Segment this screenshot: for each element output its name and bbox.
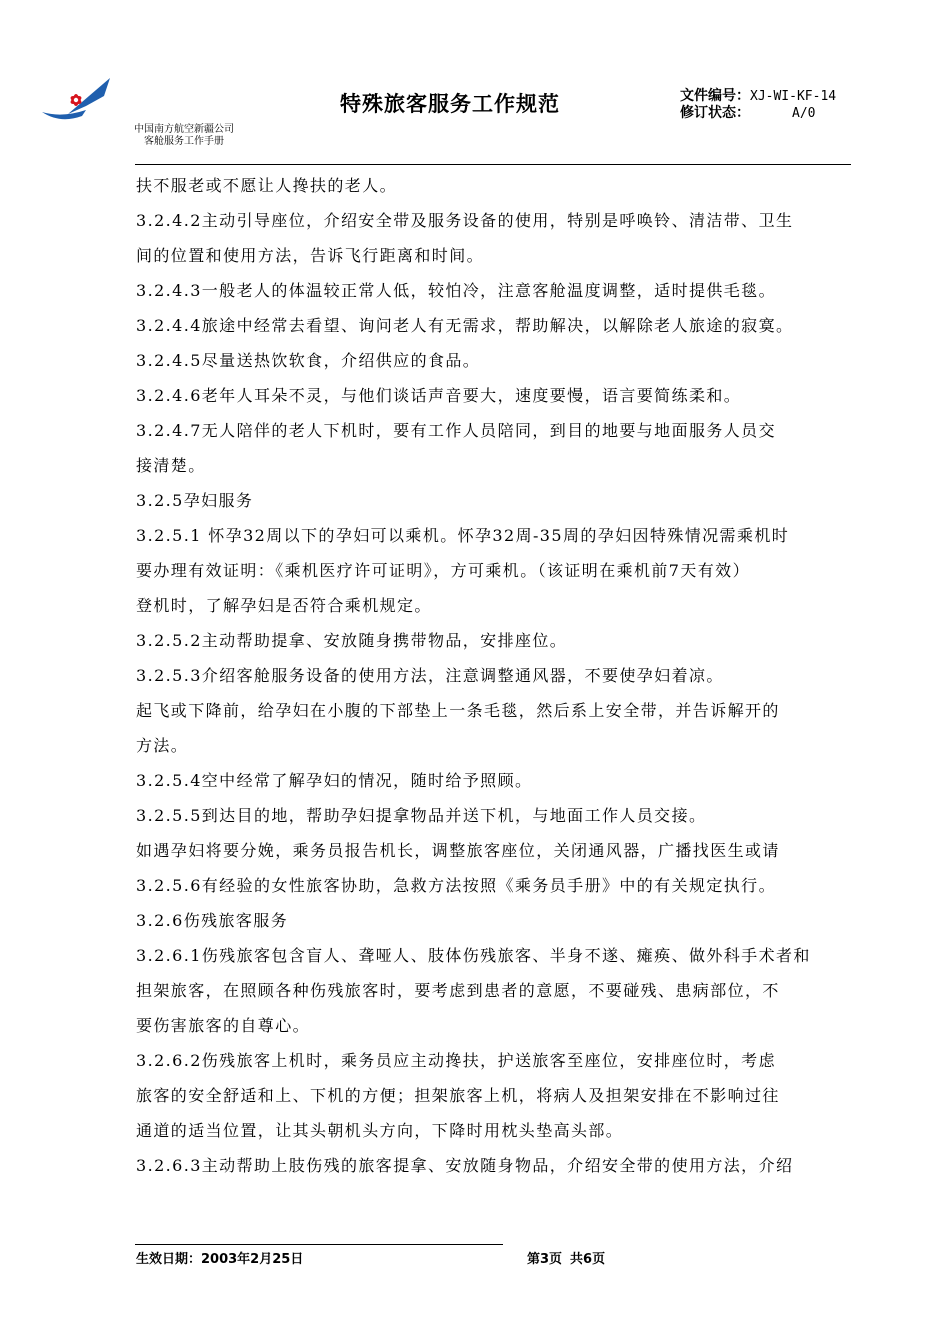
body-line: 3.2.5.5到达目的地，帮助孕妇提拿物品并送下机，与地面工作人员交接。 xyxy=(136,806,707,825)
revision-value: A/0 xyxy=(792,106,816,121)
doc-number-row xyxy=(680,88,836,105)
company-line-2: 客舱服务工作手册 xyxy=(144,136,224,147)
body-line: 要伤害旅客的自尊心。 xyxy=(136,1016,311,1035)
body-line: 通道的适当位置，让其头朝机头方向，下降时用枕头垫高头部。 xyxy=(136,1121,624,1140)
revision-label: 修订状态： xyxy=(680,105,750,121)
header-divider xyxy=(135,164,851,165)
body-line: 担架旅客，在照顾各种伤残旅客时，要考虑到患者的意愿，不要碰残、患病部位，不 xyxy=(136,981,780,1000)
body-line: 扶不服老或不愿让人搀扶的老人。 xyxy=(136,176,398,195)
section-heading: 3.2.6伤残旅客服务 xyxy=(136,911,289,930)
document-title: 特殊旅客服务工作规范 xyxy=(340,92,560,116)
body-line: 如遇孕妇将要分娩，乘务员报告机长，调整旅客座位，关闭通风器，广播找医生或请 xyxy=(136,841,780,860)
doc-number-value: XJ-WI-KF-14 xyxy=(750,89,837,104)
page-number xyxy=(527,1248,605,1267)
body-line: 间的位置和使用方法，告诉飞行距离和时间。 xyxy=(136,246,485,265)
body-line: 旅客的安全舒适和上、下机的方便；担架旅客上机，将病人及担架安排在不影响过往 xyxy=(136,1086,780,1105)
china-southern-kapok-logo-icon xyxy=(40,74,112,124)
company-name xyxy=(134,124,234,148)
document-body xyxy=(136,168,852,1183)
document-meta xyxy=(680,88,836,122)
effective-date: 生效日期：2003年2月25日 xyxy=(136,1252,304,1267)
doc-number-label: 文件编号： xyxy=(680,88,750,104)
footer-divider xyxy=(135,1244,503,1245)
body-line: 3.2.4.5尽量送热饮软食，介绍供应的食品。 xyxy=(136,351,481,370)
body-line: 3.2.4.7无人陪伴的老人下机时，要有工作人员陪同，到目的地要与地面服务人员交 xyxy=(136,421,776,440)
body-line: 3.2.5.3介绍客舱服务设备的使用方法，注意调整通风器，不要使孕妇着凉。 xyxy=(136,666,724,685)
body-line: 3.2.4.6老年人耳朵不灵，与他们谈话声音要大，速度要慢，语言要简练柔和。 xyxy=(136,386,742,405)
revision-row xyxy=(680,105,836,122)
body-line: 3.2.5.6有经验的女性旅客协助，急救方法按照《乘务员手册》中的有关规定执行。 xyxy=(136,876,776,895)
body-line: 3.2.4.3一般老人的体温较正常人低，较怕冷，注意客舱温度调整，适时提供毛毯。 xyxy=(136,281,776,300)
page-current: 第3页 xyxy=(527,1252,563,1267)
body-line: 3.2.6.1伤残旅客包含盲人、聋哑人、肢体伤残旅客、半身不遂、瘫痪、做外科手术者和 xyxy=(136,946,811,965)
body-line: 接清楚。 xyxy=(136,456,206,475)
body-line: 3.2.4.4旅途中经常去看望、询问老人有无需求，帮助解决，以解除老人旅途的寂寞。 xyxy=(136,316,794,335)
body-line: 3.2.4.2主动引导座位，介绍安全带及服务设备的使用，特别是呼唤铃、清洁带、卫生 xyxy=(136,211,794,230)
body-line: 要办理有效证明：《乘机医疗许可证明》，方可乘机。（该证明在乘机前7天有效） xyxy=(136,561,750,580)
company-line-1: 中国南方航空新疆公司 xyxy=(134,124,234,135)
body-line: 登机时，了解孕妇是否符合乘机规定。 xyxy=(136,596,432,615)
body-line: 方法。 xyxy=(136,736,189,755)
section-heading: 3.2.5孕妇服务 xyxy=(136,491,254,510)
body-line: 3.2.5.1 怀孕32周以下的孕妇可以乘机。怀孕32周-35周的孕妇因特殊情况需乘机时 xyxy=(136,526,790,545)
body-line: 3.2.6.2伤残旅客上机时，乘务员应主动搀扶，护送旅客至座位，安排座位时，考虑 xyxy=(136,1051,776,1070)
body-line: 3.2.5.2主动帮助提拿、安放随身携带物品，安排座位。 xyxy=(136,631,568,650)
body-line: 3.2.6.3主动帮助上肢伤残的旅客提拿、安放随身物品，介绍安全带的使用方法，介绍 xyxy=(136,1156,794,1175)
page-total: 共6页 xyxy=(570,1252,606,1267)
body-line: 3.2.5.4空中经常了解孕妇的情况，随时给予照顾。 xyxy=(136,771,533,790)
body-line: 起飞或下降前，给孕妇在小腹的下部垫上一条毛毯，然后系上安全带，并告诉解开的 xyxy=(136,701,780,720)
